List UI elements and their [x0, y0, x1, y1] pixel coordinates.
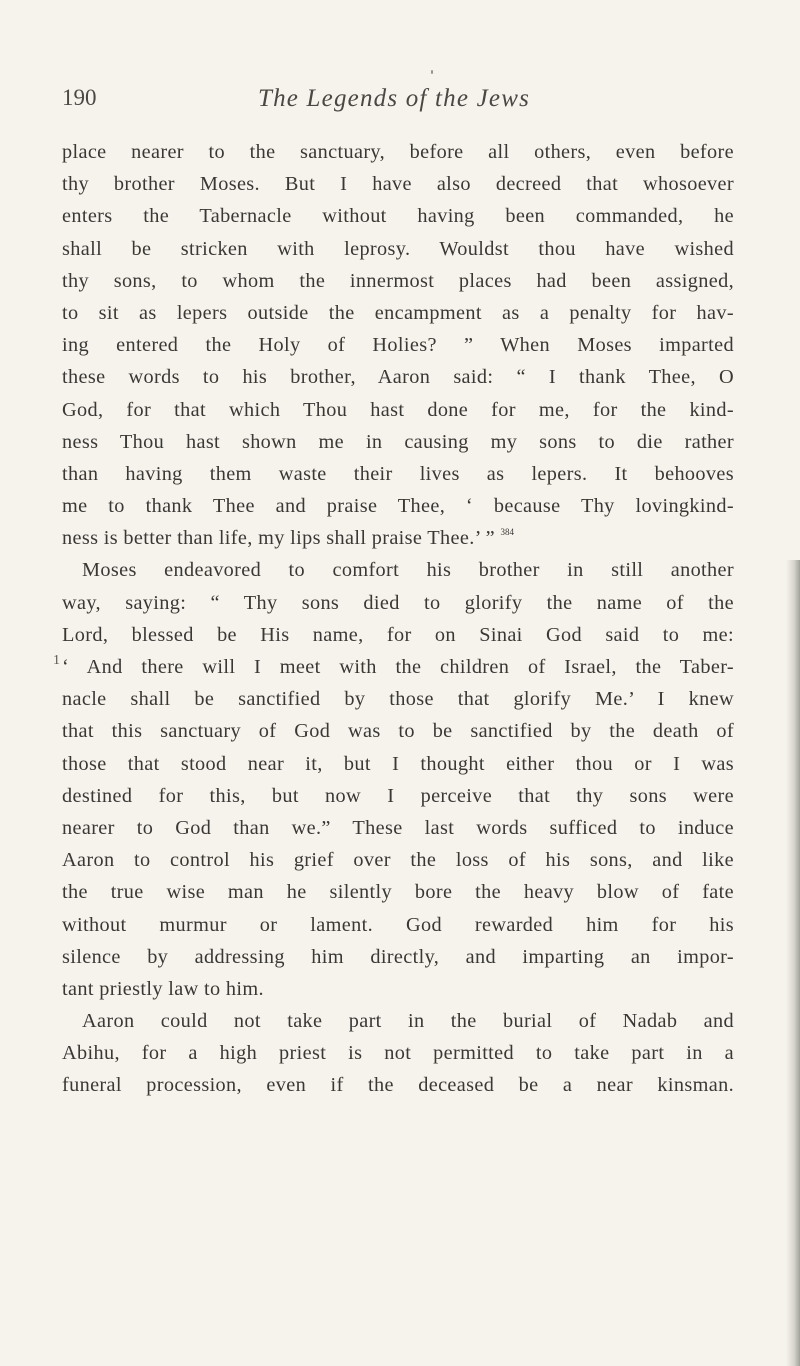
text-line: ness Thou hast shown me in causing my sons to die rather: [62, 430, 734, 453]
page-header: [62, 85, 702, 125]
running-title: The Legends of the Jews: [258, 85, 531, 112]
text-line: those that stood near it, but I thought either thou or I was: [62, 752, 734, 775]
text-line: silence by addressing him directly, and imparting an impor-: [62, 945, 734, 968]
page-number: 190: [62, 85, 97, 110]
text-line: God, for that which Thou hast done for me, for the kind-: [62, 398, 734, 421]
text-line: Abihu, for a high priest is not permitted to take part in a: [62, 1042, 734, 1065]
text-line: to sit as lepers outside the encampment as a penalty for hav-: [62, 301, 734, 324]
body-text: [62, 136, 734, 1102]
text-line: funeral procession, even if the deceased be a near kinsman.: [62, 1074, 734, 1097]
text-line: the true wise man he silently bore the heavy blow of fate: [62, 881, 734, 904]
text-line-with-note: [62, 522, 734, 554]
print-speck: [431, 70, 433, 74]
text-line: destined for this, but now I perceive that thy sons were: [62, 784, 734, 807]
text-line: shall be stricken with leprosy. Wouldst thou have wished: [62, 237, 734, 260]
text-line: place nearer to the sanctuary, before all others, even before: [62, 141, 734, 163]
text-line: way, saying: “ Thy sons died to glorify the name of the: [62, 591, 734, 614]
text-line: these words to his brother, Aaron said: “ I thank Thee, O: [62, 366, 734, 389]
text-line: ing entered the Holy of Holies? ” When Moses imparted: [62, 334, 734, 357]
margin-mark: 1: [53, 653, 60, 668]
text-line: me to thank Thee and praise Thee, ‘ because Thy lovingkind-: [62, 495, 734, 518]
text-line: nearer to God than we.” These last words sufficed to induce: [62, 816, 734, 839]
text-line: thy brother Moses. But I have also decreed that whosoever: [62, 173, 734, 196]
text-line: tant priestly law to him.: [62, 977, 264, 1000]
paragraph-start-line: Aaron could not take part in the burial of Nadab and: [82, 1010, 734, 1033]
text-line: Lord, blessed be His name, for on Sinai God said to me:: [62, 623, 734, 646]
text-line: nacle shall be sanctified by those that glorify Me.’ I knew: [62, 688, 734, 711]
footnote-reference: 384: [500, 527, 514, 538]
text-line: than having them waste their lives as lepers. It behooves: [62, 462, 734, 485]
text-line: that this sanctuary of God was to be sanctified by the death of: [62, 720, 734, 743]
text-line: Aaron to control his grief over the loss of his sons, and like: [62, 849, 734, 872]
paragraph-start-line: Moses endeavored to comfort his brother in still another: [82, 559, 734, 582]
text-line: enters the Tabernacle without having been commanded, he: [62, 205, 734, 228]
text-line: ness is better than life, my lips shall praise Thee.’ ”: [62, 527, 496, 550]
page-edge-shadow: [786, 560, 800, 1366]
text-line: without murmur or lament. God rewarded him for his: [62, 913, 734, 936]
text-line: thy sons, to whom the innermost places had been assigned,: [62, 269, 734, 292]
text-line: ‘ And there will I meet with the children of Israel, the Taber-: [62, 656, 734, 678]
